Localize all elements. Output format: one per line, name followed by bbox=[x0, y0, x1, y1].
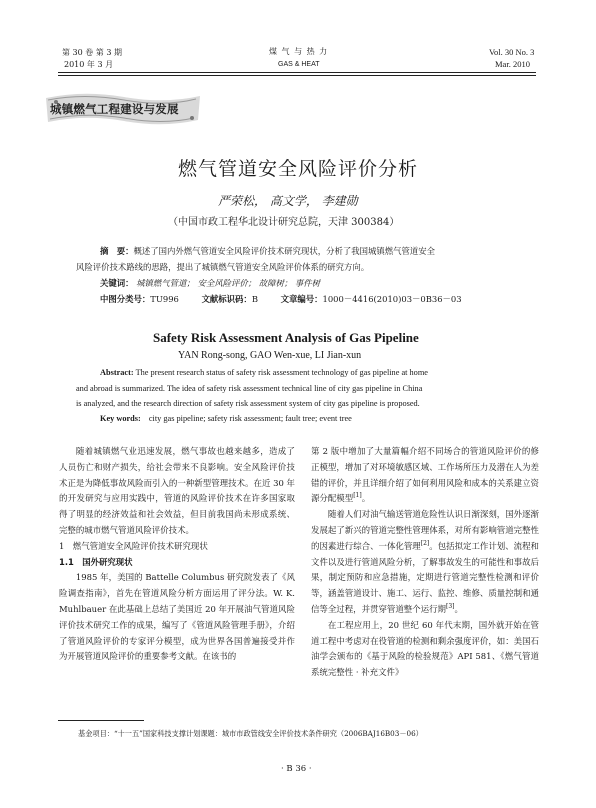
abstract-cn-line1 bbox=[100, 243, 435, 259]
header-volume-en: Vol. 30 No. 3 bbox=[489, 47, 535, 57]
abstract-en-line2: and abroad is summarized. The idea of safety risk assessment technical line of city gas pipeline in China bbox=[76, 384, 423, 393]
affiliation-cn: （中国市政工程华北设计研究总院，天津 300384） bbox=[168, 217, 400, 228]
keywords-cn bbox=[100, 275, 320, 291]
header-journal-cn: 煤 气 与 热 力 bbox=[269, 47, 329, 56]
doc-code-label: 文献标识码： bbox=[201, 294, 252, 304]
article-number-label: 文章编号： bbox=[280, 294, 323, 304]
body-paragraph: 随着城镇燃气业迅速发展，燃气事故也越来越多，造成了人员伤亡和财产损失，给社会带来不良影响。安全风险评价技术正是为降低事故风险而引入的一种新型管理技术。在近 30 年的开发研究与应用实践中，管道的风险评价技术在许多国家取得了明显的经济效益和社会效益，但目前我国尚未形成系统、完整的城市燃气管道风险评价技术。 bbox=[59, 446, 295, 535]
section-banner-text: 城镇燃气工程建设与发展 bbox=[50, 102, 179, 116]
article-title-cn: 燃气管道安全风险评价分析 bbox=[178, 158, 419, 180]
header-date-cn: 2010 年 3 月 bbox=[64, 60, 114, 69]
header-date-en: Mar. 2010 bbox=[495, 59, 530, 69]
keywords-cn-label: 关键词： bbox=[100, 278, 134, 288]
body-text: 。 bbox=[454, 603, 463, 614]
citation-ref: [1] bbox=[353, 492, 362, 500]
abstract-cn-line2: 风险评价技术路线的思路，提出了城镇燃气管道安全风险评价体系的研究方向。 bbox=[76, 262, 370, 272]
body-text: 随着人们对油气输送管道危险性认识日渐深刻，国外逐渐发展起了新兴的管道完整性管理体系，对所有影响管道完整性的因素进行综合、一体化管理 bbox=[311, 509, 539, 551]
header-rule-bottom bbox=[58, 75, 536, 76]
doc-code-value: B bbox=[251, 294, 258, 304]
body-text: 第 2 版中增加了大量篇幅介绍不同场合的管道风险评价的修正模型，增加了对环境敏感区域、工作场所压力及潜在人为差错的评价，并且详细介绍了如何利用风险和成本的关系建立资源分配模型 bbox=[311, 446, 539, 504]
keywords-cn-text: 城镇燃气管道； 安全风险评价； 故障树； 事件树 bbox=[136, 278, 321, 288]
citation-ref: [3] bbox=[446, 603, 455, 611]
abstract-en-line1 bbox=[100, 365, 524, 381]
authors-cn: 严荣松， 高文学， 李建勋 bbox=[218, 194, 358, 208]
clc-value: TU996 bbox=[150, 294, 179, 304]
abstract-en-line3: is analyzed, and the research direction of safety risk assessment system of city gas pipeline is proposed. bbox=[76, 399, 420, 408]
authors-en: YAN Rong-song, GAO Wen-xue, LI Jian-xun bbox=[178, 350, 362, 361]
abstract-en-text-1: The present research status of safety risk assessment technology of gas pipeline at home bbox=[135, 368, 428, 377]
section-banner bbox=[44, 88, 202, 130]
keywords-en-text: city gas pipeline; safety risk assessment; fault tree; event tree bbox=[148, 414, 352, 423]
clc-label: 中图分类号： bbox=[100, 294, 151, 304]
article-title-en: Safety Risk Assessment Analysis of Gas Pipeline bbox=[153, 330, 419, 345]
body-text: 。 bbox=[361, 493, 371, 504]
body-paragraph bbox=[311, 507, 539, 618]
keywords-en bbox=[100, 411, 352, 427]
header-journal-en: GAS & HEAT bbox=[278, 61, 320, 68]
page-number: · B 36 · bbox=[281, 764, 312, 774]
header-rule-top bbox=[58, 72, 536, 73]
footnote-funding: 基金项目：“十一五”国家科技支撑计划课题：城市市政管线安全评价技术条件研究（2006BAJ16B03－06） bbox=[78, 729, 423, 738]
citation-ref: [2] bbox=[420, 539, 430, 547]
subsection-heading-1-1: 1.1 国外研究现状 bbox=[59, 556, 133, 567]
abstract-en-label: Abstract: bbox=[100, 368, 134, 377]
header-volume-cn: 第 30 卷 第 3 期 bbox=[62, 48, 122, 57]
footnote-rule bbox=[58, 720, 144, 721]
body-paragraph: 在工程应用上，20 世纪 60 年代末期，国外就开始在管道工程中考虑对在役管道的检测和剩余强度评价，如：美国石油学会颁布的《基于风险的检验规范》API 581、《燃气管道系统完整性 · 补充文件》 bbox=[311, 619, 539, 678]
body-paragraph bbox=[311, 444, 539, 507]
classification-line bbox=[100, 291, 462, 307]
section-heading-1: 1 燃气管道安全风险评价技术研究现状 bbox=[59, 540, 208, 551]
body-paragraph: 1985 年，美国的 Battelle Columbus 研究院发表了《风险调查指南》，首先在管道风险分析方面运用了评分法。W. K. Muhlbauer 在此基础上总结了美国近 20 年开展油气管道风险评价技术研究工作的成果，编写了《管道风险管理手册》，介绍了管道风险评价的专家评分模型，成为世界各国普遍接受并作为开展管道风险评价的重要参考文献。在该书的 bbox=[59, 572, 295, 662]
keywords-en-label: Key words: bbox=[100, 414, 141, 423]
abstract-cn-text-1: 概述了国内外燃气管道安全风险评价技术研究现状，分析了我国城镇燃气管道安全 bbox=[133, 246, 435, 256]
body-left-column bbox=[59, 444, 295, 665]
abstract-cn-label: 摘 要： bbox=[100, 246, 134, 256]
body-text: 。包括拟定工作计划、流程和文件以及进行管道风险分析，了解事故发生的可能性和事故后果，制定预防和应急措施，定期进行管道完整性检测和评价等，涵盖管道设计、施工、运行、监控、维修、质量控制和通信等全过程，并贯穿管道整个运行期 bbox=[311, 540, 539, 614]
article-number-value: 1000－4416(2010)03－0B36－03 bbox=[322, 294, 462, 304]
body-right-column bbox=[311, 444, 539, 681]
